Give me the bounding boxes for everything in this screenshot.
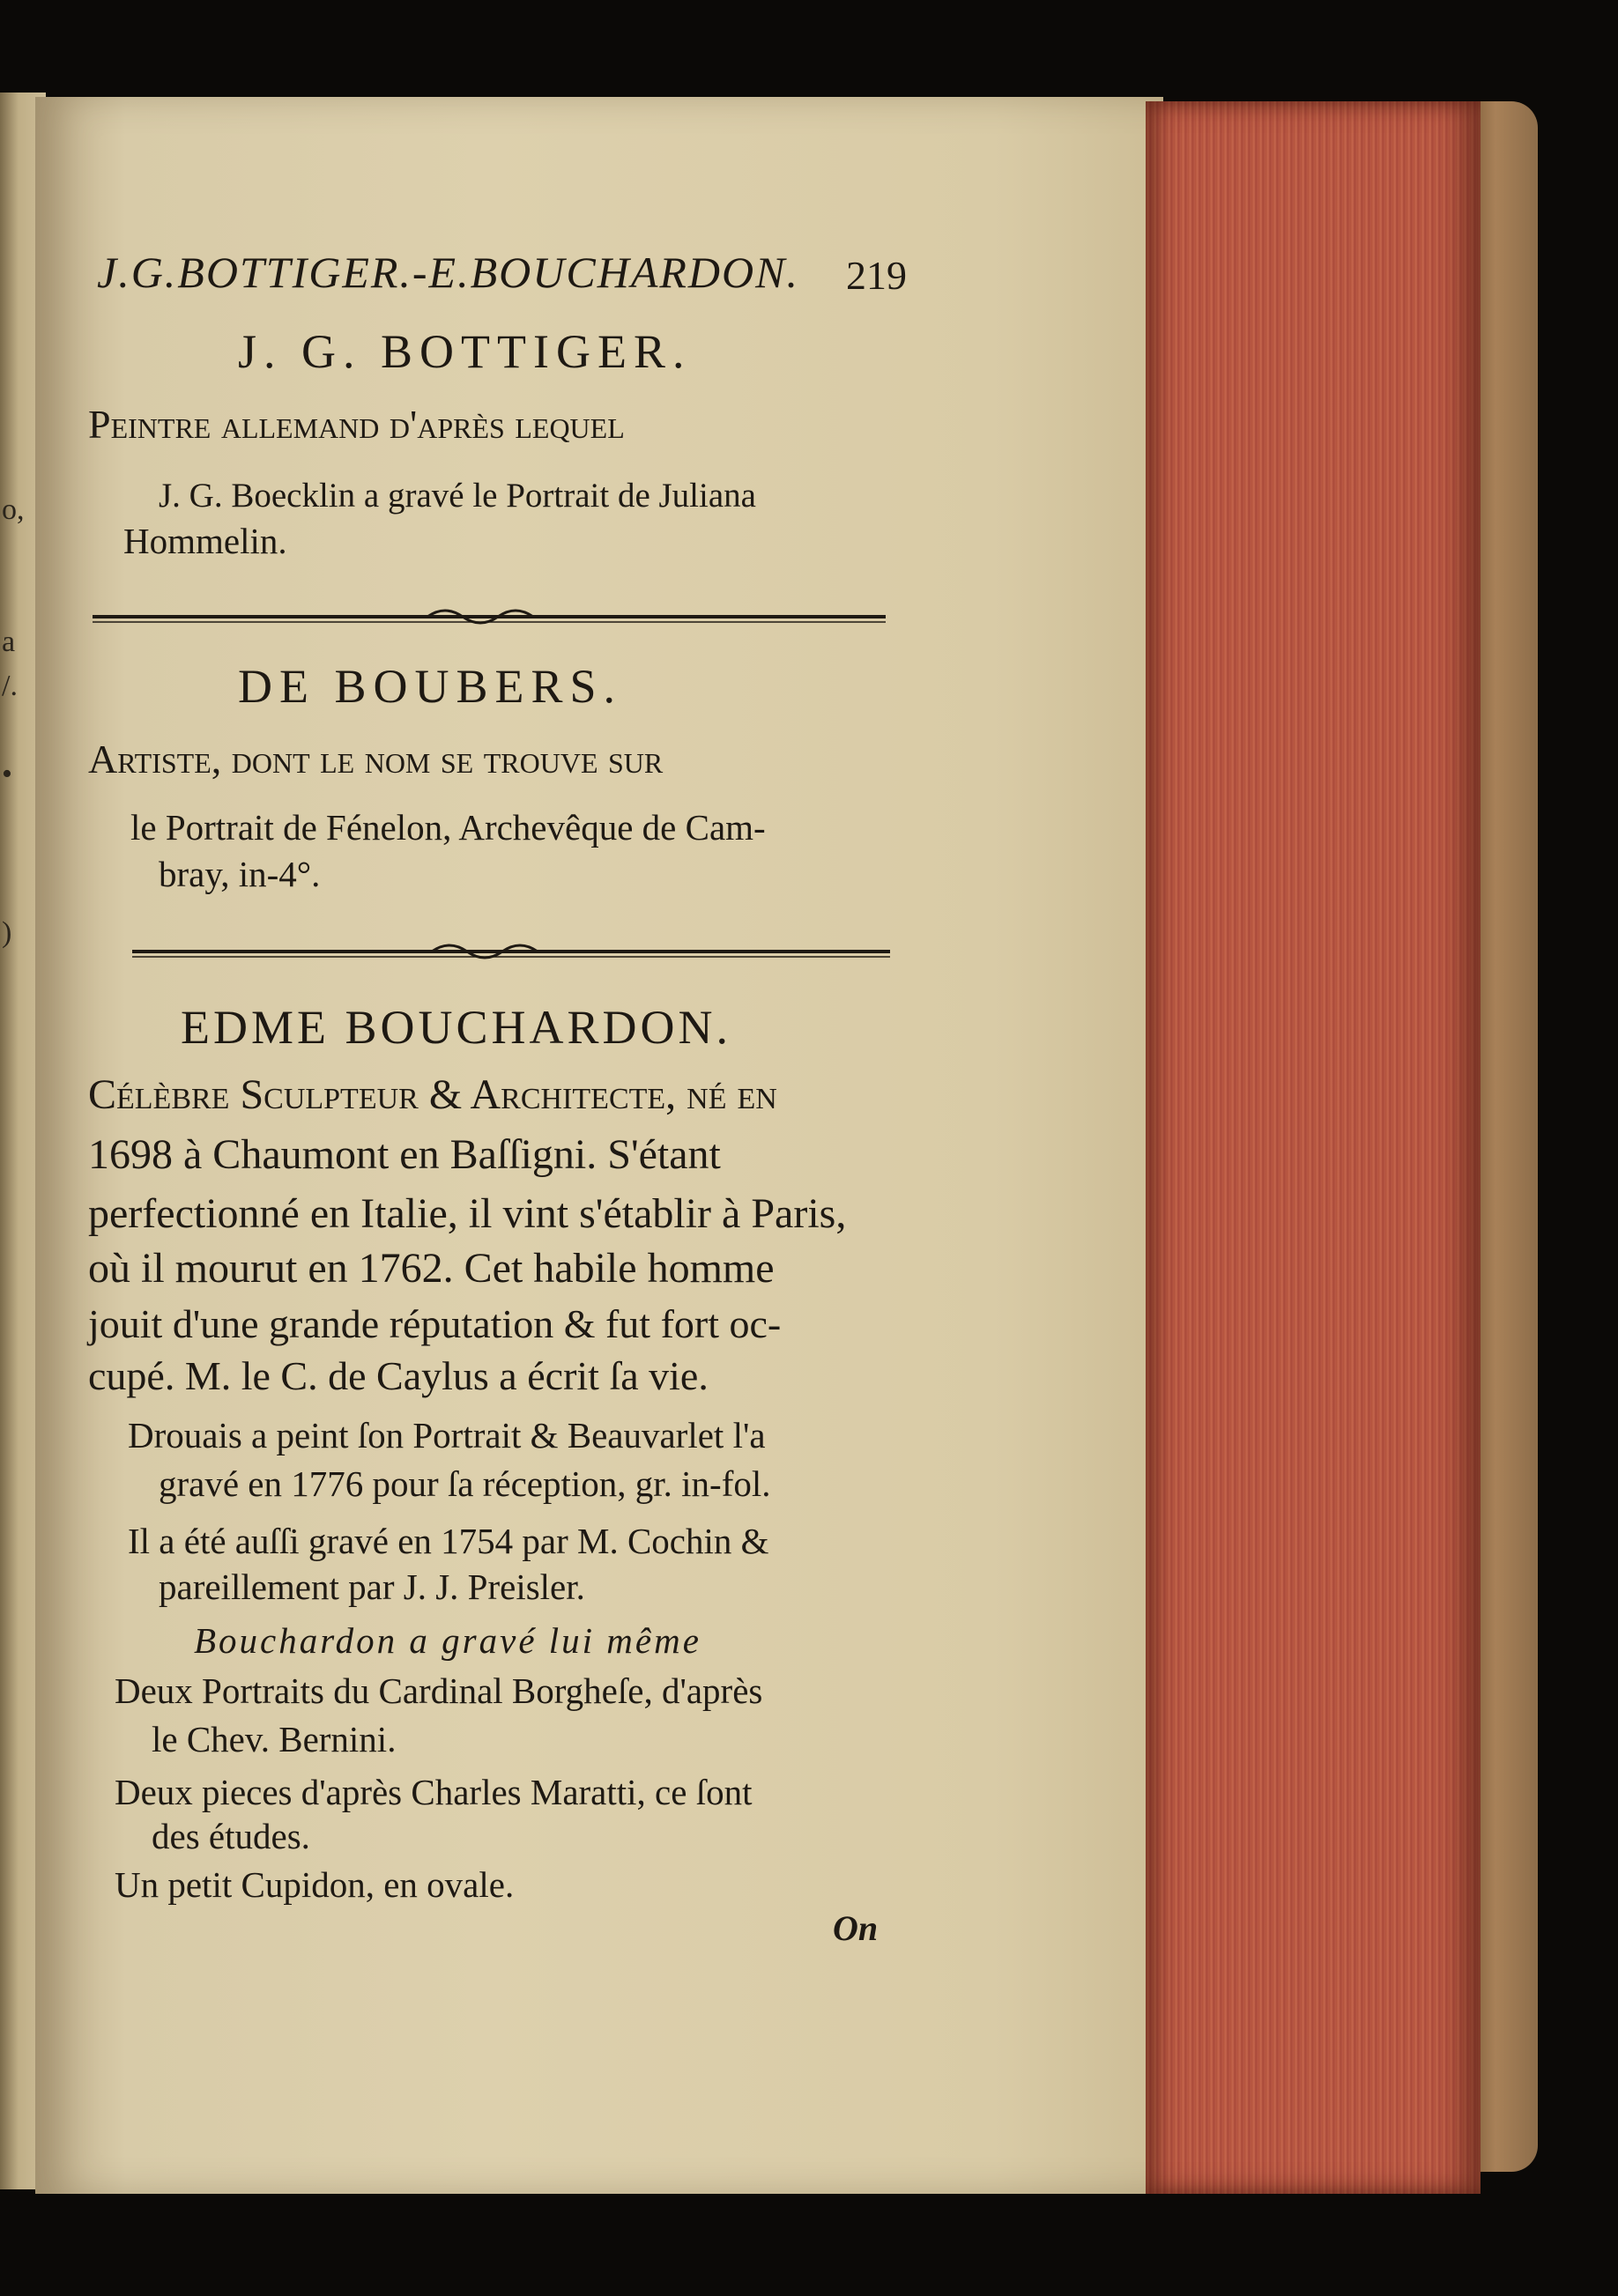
entry-line: gravé en 1776 pour ſa réception, gr. in-fol.: [159, 1463, 771, 1504]
entry-line: Bouchardon a gravé lui même: [194, 1620, 701, 1661]
left-fragment: •: [2, 758, 12, 790]
entry-line: pareillement par J. J. Preisler.: [159, 1566, 585, 1607]
entry-line: 1698 à Chaumont en Baſſigni. S'étant: [88, 1131, 721, 1178]
entry-line: cupé. M. le C. de Caylus a écrit ſa vie.: [88, 1353, 709, 1398]
entry-line: le Chev. Bernini.: [152, 1719, 397, 1759]
entry-line: Artiste, dont le nom ſe trouve ſur: [88, 737, 664, 781]
entry-line: bray, in-4°.: [159, 854, 321, 894]
entry-line: Drouais a peint ſon Portrait & Beauvarlet l'a: [128, 1415, 766, 1455]
entry-line: où il mourut en 1762. Cet habile homme: [88, 1245, 775, 1292]
ornamental-rule: [132, 941, 890, 953]
left-fragment: o,: [2, 493, 25, 526]
entry-line: des études.: [152, 1816, 310, 1856]
page-number: 219: [846, 253, 907, 298]
left-fragment: a: [2, 626, 16, 658]
entry-line: Hommelin.: [123, 521, 287, 561]
entry-heading-bottiger: J. G. BOTTIGER.: [238, 325, 692, 378]
entry-line: perfectionné en Italie, il vint s'établir à Paris,: [88, 1190, 847, 1237]
entry-line: le Portrait de Fénelon, Archevêque de Cam-: [130, 807, 766, 848]
entry-heading-boubers: DE BOUBERS.: [238, 660, 623, 713]
entry-line: Deux Portraits du Cardinal Borgheſe, d'après: [115, 1670, 763, 1711]
ornamental-rule: [93, 606, 886, 618]
entry-heading-bouchardon: EDME BOUCHARDON.: [181, 1001, 732, 1054]
entry-line: Un petit Cupidon, en ovale.: [115, 1864, 515, 1905]
running-head-title: J.G.BOTTIGER.-E.BOUCHARDON.: [97, 248, 799, 297]
entry-line: Célèbre Sculpteur & Architecte, né en: [88, 1071, 777, 1118]
entry-line: Il a été auſſi gravé en 1754 par M. Cochin &: [128, 1521, 769, 1561]
left-fragment: ): [2, 916, 12, 949]
entry-line: J. G. Boecklin a gravé le Portrait de Juliana: [159, 477, 756, 515]
entry-line: Peintre allemand d'après lequel: [88, 402, 625, 447]
catchword: On: [833, 1908, 879, 1948]
book-fore-edge: [1146, 101, 1481, 2194]
left-fragment: /.: [2, 670, 18, 702]
entry-line: jouit d'une grande réputation & fut fort oc-: [88, 1301, 782, 1346]
entry-line: Deux pieces d'après Charles Maratti, ce ſont: [115, 1772, 753, 1812]
